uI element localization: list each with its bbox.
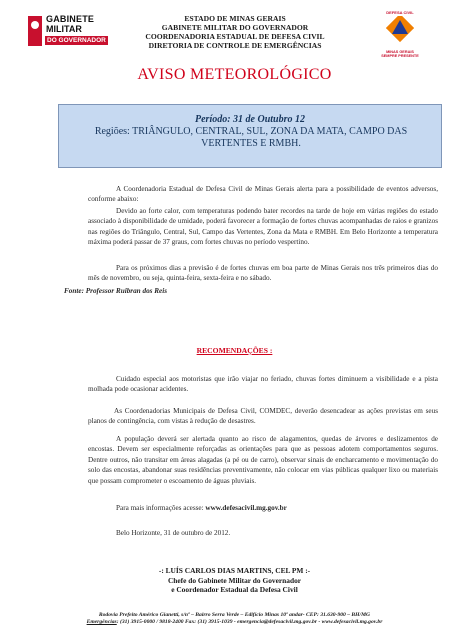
source-credit: Fonte: Professor Ruibran dos Reis: [64, 287, 168, 295]
triangle-in-square-icon: [386, 16, 414, 48]
footer-contact-details: : (31) 3915-0000 / 9818-2400 Fax: (31) 3915-1039 - emergencia@defesacivil.mg.gov.br - www.defesacivil.mg.gov.br: [116, 619, 383, 626]
footer-contacts: [0, 619, 469, 626]
logo-text-line3: DO GOVERNADOR: [47, 37, 106, 44]
emblem-icon: [28, 16, 42, 46]
gabinete-militar-logo: [28, 14, 106, 54]
defesa-civil-logo-bottom-text: MINAS GERAIS SEMPRE PRESENTE: [381, 50, 419, 58]
period-regions-box: [58, 104, 442, 168]
logo-text-line1: GABINETE: [46, 14, 95, 24]
page-title: AVISO METEOROLÓGICO: [137, 66, 332, 83]
logo-text-line2: MILITAR: [46, 24, 82, 34]
signature-block: [0, 566, 469, 595]
footer-address: Rodovia Prefeito Américo Gianetti, s/nº – Bairro Serra Verde – Edifício Minas 10º andar- CEP: 31.630-900 – BH/MG: [98, 612, 371, 618]
recommendation-population: A população deverá ser alertada quanto ao risco de alagamentos, quedas de árvores e deslizamentos de encostas. Devem ser especialmente reforçadas as orientações para que as pessoas adotem comportamentos seguros. Dentre outros, não transitar em áreas alagadas (a pé ou de carro), observar sinais de encharcamento e movimentação do solo das encostas, abandonar suas residências preventivamente, não colocar em vias públicas qualquer lixo ou materiais que possam comprometer o escoamento de águas pluviais.: [88, 435, 438, 485]
paragraph-forecast-next-days: Para os próximos dias a previsão é de fortes chuvas em boa parte de Minas Gerais nos três primeiros dias do mês de novembro, ou seja, quinta-feira, sexta-feira e no sábado.: [88, 264, 438, 283]
recommendations-heading: RECOMENDAÇÕES :: [196, 346, 273, 355]
footer-emergency-label: Emergências: [86, 619, 117, 626]
signatory-name: -: LUÍS CARLOS DIAS MARTINS, CEL PM :-: [158, 566, 311, 575]
signatory-role-line1: Chefe do Gabinete Militar do Governador: [167, 575, 302, 585]
more-info-line: [116, 503, 438, 513]
letterhead-line1: ESTADO DE MINAS GERAIS: [184, 14, 286, 23]
defesa-civil-logo: [380, 10, 420, 58]
document-date: Belo Horizonte, 31 de outubro de 2012.: [116, 529, 231, 537]
period-text: Período: 31 de Outubro 12: [195, 114, 305, 125]
letterhead-line4: DIRETORIA DE CONTROLE DE EMERGÊNCIAS: [148, 41, 322, 50]
recommendation-comdec: As Coordenadorias Municipais de Defesa Civil, COMDEC, deverão desencadear as ações previstas em seus planos de contingência, com vistas à redução de desastres.: [88, 407, 438, 426]
defesa-civil-logo-top-text: DEFESA CIVIL: [386, 10, 414, 15]
letterhead-line3: COORDENADORIA ESTADUAL DE DEFESA CIVIL: [145, 32, 325, 41]
paragraph-forecast-today: Devido ao forte calor, com temperaturas podendo bater recordes na tarde de hoje em várias regiões do estado associado à disponibilidade de umidade, poderá favorecer a formação de fortes chuvas acompanhadas de raios e granizos nas regiões do Triângulo, Central, Sul, Campo das Vertentes, Zona da Mata e RMBH. Em Belo Horizonte a temperatura máxima poderá passar de 37 graus, com fortes chuvas no período vespertino.: [88, 207, 438, 247]
letterhead-line2: GABINETE MILITAR DO GOVERNADOR: [161, 23, 309, 32]
regions-text: Regiões: TRIÂNGULO, CENTRAL, SUL, ZONA DA MATA, CAMPO DAS VERTENTES E RMBH.: [94, 126, 408, 149]
website-link[interactable]: www.defesacivil.mg.gov.br: [205, 504, 287, 512]
signatory-role-line2: e Coordenador Estadual da Defesa Civil: [171, 585, 298, 595]
paragraph-intro: A Coordenadoria Estadual de Defesa Civil de Minas Gerais alerta para a possibilidade de eventos adversos, conforme abaixo:: [88, 185, 438, 204]
recommendation-drivers: Cuidado especial aos motoristas que irão viajar no feriado, chuvas fortes diminuem a visibilidade e a pista molhada pode ocasionar acidentes.: [88, 375, 438, 394]
footer: [0, 612, 469, 627]
letterhead: [120, 14, 350, 50]
more-info-label: Para mais informações acesse:: [116, 504, 206, 512]
